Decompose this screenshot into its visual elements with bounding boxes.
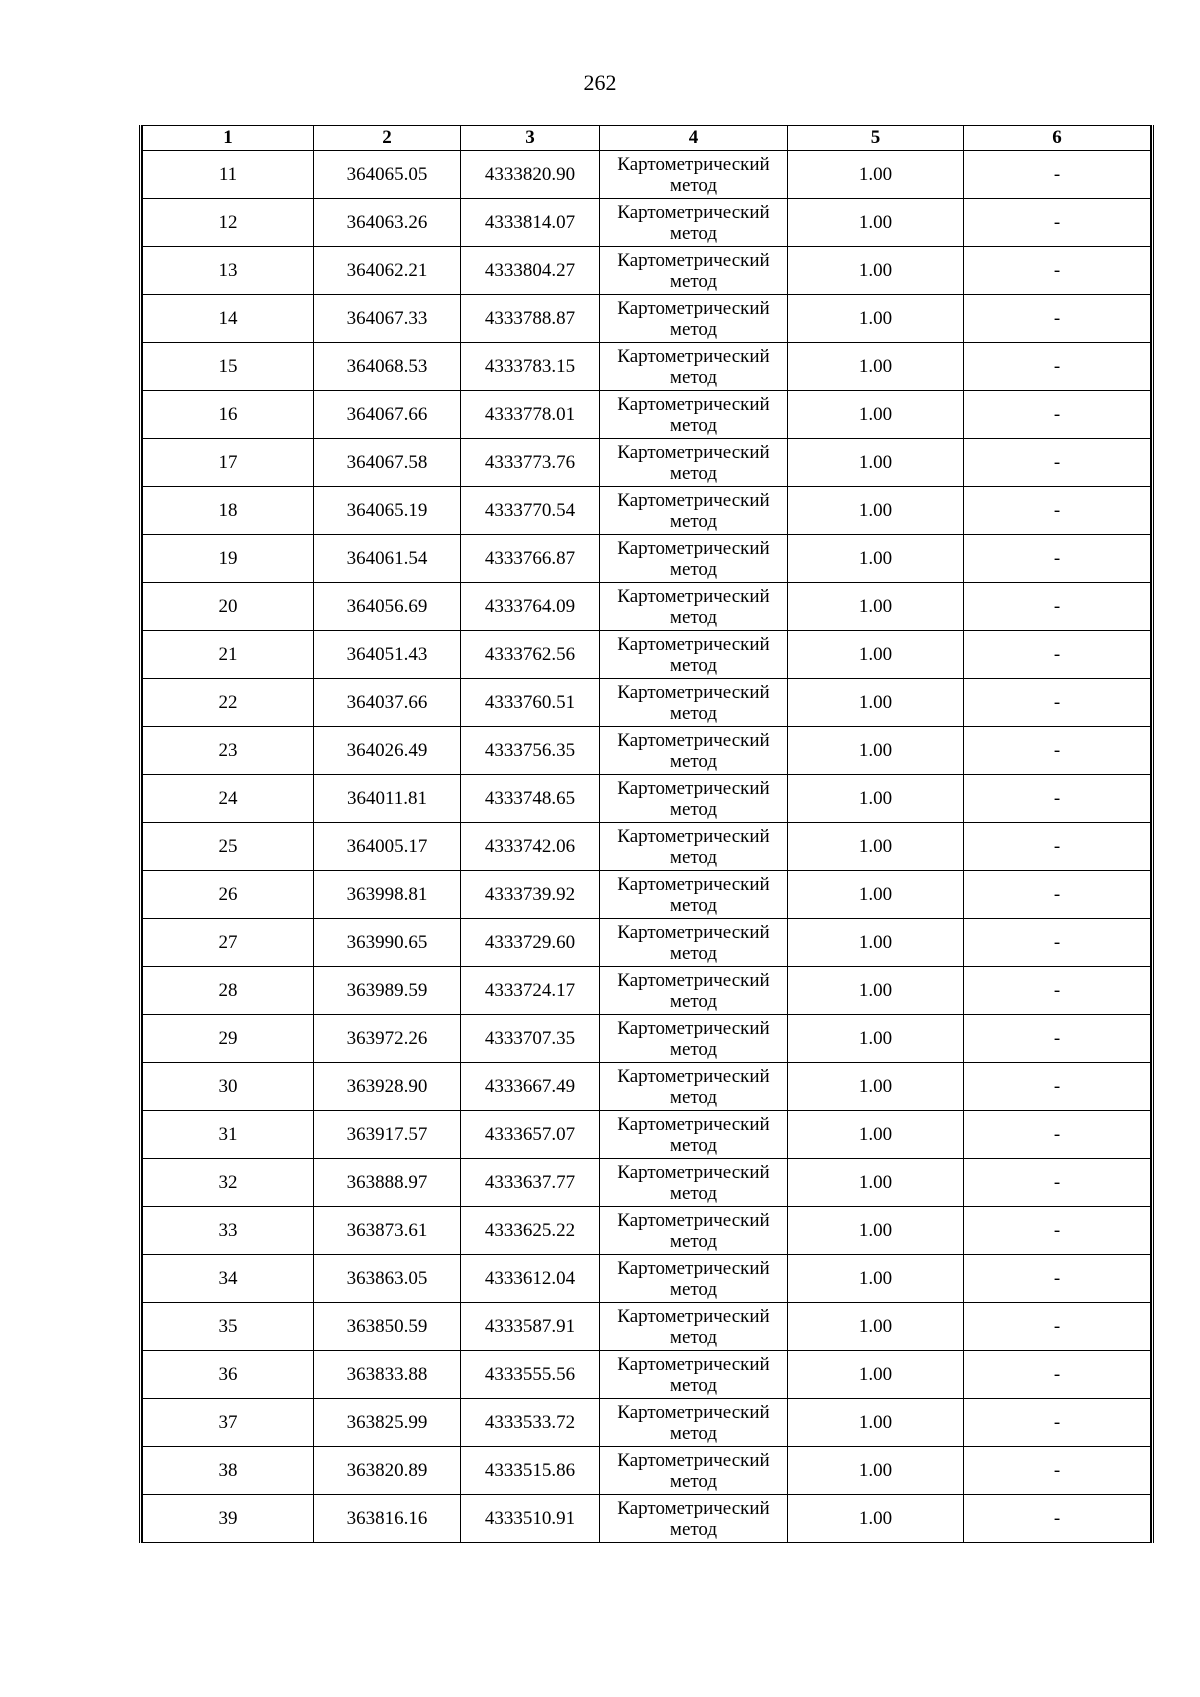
cell-point-number: 31 <box>143 1111 314 1159</box>
cell-point-number: 37 <box>143 1399 314 1447</box>
table-row <box>143 1111 1151 1159</box>
cell-note: - <box>964 1063 1151 1111</box>
table-row <box>143 583 1151 631</box>
cell-point-number: 14 <box>143 295 314 343</box>
cell-accuracy: 1.00 <box>788 967 964 1015</box>
cell-note: - <box>964 343 1151 391</box>
cell-point-number: 39 <box>143 1495 314 1543</box>
cell-note: - <box>964 151 1151 199</box>
cell-x-coordinate: 363873.61 <box>314 1207 461 1255</box>
cell-y-coordinate: 4333724.17 <box>461 967 600 1015</box>
cell-note: - <box>964 631 1151 679</box>
cell-note: - <box>964 295 1151 343</box>
cell-point-number: 20 <box>143 583 314 631</box>
cell-point-number: 22 <box>143 679 314 727</box>
cell-note: - <box>964 871 1151 919</box>
cell-y-coordinate: 4333764.09 <box>461 583 600 631</box>
table-row <box>143 487 1151 535</box>
cell-point-number: 17 <box>143 439 314 487</box>
cell-x-coordinate: 364051.43 <box>314 631 461 679</box>
cell-x-coordinate: 364067.33 <box>314 295 461 343</box>
cell-accuracy: 1.00 <box>788 439 964 487</box>
cell-y-coordinate: 4333788.87 <box>461 295 600 343</box>
cell-method: Картометрический метод <box>600 391 788 439</box>
cell-method: Картометрический метод <box>600 679 788 727</box>
cell-accuracy: 1.00 <box>788 1495 964 1543</box>
cell-x-coordinate: 364037.66 <box>314 679 461 727</box>
cell-y-coordinate: 4333742.06 <box>461 823 600 871</box>
table-row <box>143 775 1151 823</box>
cell-accuracy: 1.00 <box>788 487 964 535</box>
cell-note: - <box>964 823 1151 871</box>
cell-point-number: 35 <box>143 1303 314 1351</box>
cell-x-coordinate: 363990.65 <box>314 919 461 967</box>
table-row <box>143 1063 1151 1111</box>
cell-point-number: 30 <box>143 1063 314 1111</box>
cell-accuracy: 1.00 <box>788 919 964 967</box>
table-row <box>143 1351 1151 1399</box>
table-row <box>143 1207 1151 1255</box>
coordinates-table <box>142 125 1151 1543</box>
cell-note: - <box>964 1111 1151 1159</box>
cell-note: - <box>964 199 1151 247</box>
cell-accuracy: 1.00 <box>788 1399 964 1447</box>
table-row <box>143 343 1151 391</box>
cell-accuracy: 1.00 <box>788 535 964 583</box>
cell-x-coordinate: 363833.88 <box>314 1351 461 1399</box>
cell-point-number: 16 <box>143 391 314 439</box>
table-row <box>143 919 1151 967</box>
cell-note: - <box>964 1303 1151 1351</box>
cell-note: - <box>964 919 1151 967</box>
cell-point-number: 25 <box>143 823 314 871</box>
cell-note: - <box>964 1159 1151 1207</box>
cell-accuracy: 1.00 <box>788 1447 964 1495</box>
cell-accuracy: 1.00 <box>788 151 964 199</box>
cell-point-number: 32 <box>143 1159 314 1207</box>
cell-y-coordinate: 4333667.49 <box>461 1063 600 1111</box>
cell-y-coordinate: 4333533.72 <box>461 1399 600 1447</box>
cell-note: - <box>964 1399 1151 1447</box>
cell-accuracy: 1.00 <box>788 1207 964 1255</box>
cell-note: - <box>964 1495 1151 1543</box>
cell-method: Картометрический метод <box>600 1255 788 1303</box>
cell-point-number: 27 <box>143 919 314 967</box>
cell-y-coordinate: 4333773.76 <box>461 439 600 487</box>
cell-y-coordinate: 4333587.91 <box>461 1303 600 1351</box>
cell-x-coordinate: 364061.54 <box>314 535 461 583</box>
cell-method: Картометрический метод <box>600 151 788 199</box>
cell-accuracy: 1.00 <box>788 1063 964 1111</box>
header-col-5: 5 <box>788 126 964 151</box>
cell-x-coordinate: 363825.99 <box>314 1399 461 1447</box>
cell-method: Картометрический метод <box>600 967 788 1015</box>
cell-point-number: 23 <box>143 727 314 775</box>
cell-y-coordinate: 4333762.56 <box>461 631 600 679</box>
cell-x-coordinate: 363998.81 <box>314 871 461 919</box>
cell-point-number: 15 <box>143 343 314 391</box>
table-row <box>143 391 1151 439</box>
cell-x-coordinate: 364063.26 <box>314 199 461 247</box>
cell-point-number: 34 <box>143 1255 314 1303</box>
cell-accuracy: 1.00 <box>788 727 964 775</box>
cell-method: Картометрический метод <box>600 535 788 583</box>
cell-point-number: 28 <box>143 967 314 1015</box>
cell-method: Картометрический метод <box>600 295 788 343</box>
cell-accuracy: 1.00 <box>788 1351 964 1399</box>
table-row <box>143 1495 1151 1543</box>
cell-note: - <box>964 535 1151 583</box>
cell-note: - <box>964 439 1151 487</box>
cell-method: Картометрический метод <box>600 247 788 295</box>
cell-accuracy: 1.00 <box>788 295 964 343</box>
cell-y-coordinate: 4333625.22 <box>461 1207 600 1255</box>
cell-note: - <box>964 967 1151 1015</box>
cell-x-coordinate: 363888.97 <box>314 1159 461 1207</box>
cell-note: - <box>964 583 1151 631</box>
cell-note: - <box>964 679 1151 727</box>
cell-y-coordinate: 4333729.60 <box>461 919 600 967</box>
cell-accuracy: 1.00 <box>788 823 964 871</box>
cell-method: Картометрический метод <box>600 439 788 487</box>
cell-method: Картометрический метод <box>600 775 788 823</box>
cell-x-coordinate: 364011.81 <box>314 775 461 823</box>
table-row <box>143 1015 1151 1063</box>
table-row <box>143 631 1151 679</box>
header-col-3: 3 <box>461 126 600 151</box>
header-col-4: 4 <box>600 126 788 151</box>
cell-point-number: 19 <box>143 535 314 583</box>
cell-accuracy: 1.00 <box>788 1159 964 1207</box>
cell-method: Картометрический метод <box>600 919 788 967</box>
cell-note: - <box>964 487 1151 535</box>
cell-accuracy: 1.00 <box>788 343 964 391</box>
cell-y-coordinate: 4333515.86 <box>461 1447 600 1495</box>
table-row <box>143 1447 1151 1495</box>
cell-x-coordinate: 363820.89 <box>314 1447 461 1495</box>
cell-accuracy: 1.00 <box>788 631 964 679</box>
cell-method: Картометрический метод <box>600 583 788 631</box>
cell-method: Картометрический метод <box>600 1495 788 1543</box>
cell-y-coordinate: 4333783.15 <box>461 343 600 391</box>
table-row <box>143 679 1151 727</box>
cell-method: Картометрический метод <box>600 1159 788 1207</box>
cell-point-number: 21 <box>143 631 314 679</box>
cell-method: Картометрический метод <box>600 1207 788 1255</box>
cell-point-number: 26 <box>143 871 314 919</box>
cell-y-coordinate: 4333739.92 <box>461 871 600 919</box>
cell-x-coordinate: 363928.90 <box>314 1063 461 1111</box>
cell-method: Картометрический метод <box>600 1111 788 1159</box>
header-col-1: 1 <box>143 126 314 151</box>
cell-method: Картометрический метод <box>600 1447 788 1495</box>
cell-x-coordinate: 364067.66 <box>314 391 461 439</box>
cell-accuracy: 1.00 <box>788 1111 964 1159</box>
coordinates-table-container <box>139 125 1154 1543</box>
cell-method: Картометрический метод <box>600 1303 788 1351</box>
cell-y-coordinate: 4333766.87 <box>461 535 600 583</box>
cell-y-coordinate: 4333814.07 <box>461 199 600 247</box>
cell-x-coordinate: 363850.59 <box>314 1303 461 1351</box>
cell-y-coordinate: 4333778.01 <box>461 391 600 439</box>
cell-accuracy: 1.00 <box>788 391 964 439</box>
table-row <box>143 823 1151 871</box>
table-row <box>143 967 1151 1015</box>
cell-point-number: 13 <box>143 247 314 295</box>
cell-point-number: 18 <box>143 487 314 535</box>
cell-y-coordinate: 4333637.77 <box>461 1159 600 1207</box>
cell-accuracy: 1.00 <box>788 1255 964 1303</box>
cell-y-coordinate: 4333657.07 <box>461 1111 600 1159</box>
cell-note: - <box>964 1255 1151 1303</box>
cell-x-coordinate: 363972.26 <box>314 1015 461 1063</box>
table-row <box>143 439 1151 487</box>
cell-x-coordinate: 364056.69 <box>314 583 461 631</box>
cell-method: Картометрический метод <box>600 871 788 919</box>
table-row <box>143 1255 1151 1303</box>
table-row <box>143 871 1151 919</box>
cell-note: - <box>964 727 1151 775</box>
table-body <box>143 151 1151 1543</box>
table-row <box>143 247 1151 295</box>
header-col-6: 6 <box>964 126 1151 151</box>
table-row <box>143 1303 1151 1351</box>
cell-x-coordinate: 363816.16 <box>314 1495 461 1543</box>
cell-y-coordinate: 4333707.35 <box>461 1015 600 1063</box>
page-number: 262 <box>583 70 617 95</box>
cell-accuracy: 1.00 <box>788 199 964 247</box>
cell-point-number: 29 <box>143 1015 314 1063</box>
cell-note: - <box>964 247 1151 295</box>
cell-x-coordinate: 363863.05 <box>314 1255 461 1303</box>
cell-point-number: 12 <box>143 199 314 247</box>
cell-y-coordinate: 4333820.90 <box>461 151 600 199</box>
cell-method: Картометрический метод <box>600 1351 788 1399</box>
cell-y-coordinate: 4333748.65 <box>461 775 600 823</box>
cell-point-number: 33 <box>143 1207 314 1255</box>
cell-x-coordinate: 364062.21 <box>314 247 461 295</box>
cell-accuracy: 1.00 <box>788 775 964 823</box>
cell-x-coordinate: 364067.58 <box>314 439 461 487</box>
cell-point-number: 11 <box>143 151 314 199</box>
cell-method: Картометрический метод <box>600 727 788 775</box>
cell-y-coordinate: 4333804.27 <box>461 247 600 295</box>
cell-point-number: 38 <box>143 1447 314 1495</box>
cell-method: Картометрический метод <box>600 199 788 247</box>
cell-y-coordinate: 4333510.91 <box>461 1495 600 1543</box>
cell-y-coordinate: 4333756.35 <box>461 727 600 775</box>
cell-note: - <box>964 1015 1151 1063</box>
cell-method: Картометрический метод <box>600 1015 788 1063</box>
header-row <box>143 126 1151 151</box>
table-row <box>143 727 1151 775</box>
cell-note: - <box>964 1447 1151 1495</box>
cell-x-coordinate: 364065.05 <box>314 151 461 199</box>
cell-y-coordinate: 4333555.56 <box>461 1351 600 1399</box>
cell-note: - <box>964 775 1151 823</box>
cell-method: Картометрический метод <box>600 343 788 391</box>
cell-method: Картометрический метод <box>600 1063 788 1111</box>
cell-note: - <box>964 1207 1151 1255</box>
cell-accuracy: 1.00 <box>788 871 964 919</box>
cell-note: - <box>964 391 1151 439</box>
table-row <box>143 1159 1151 1207</box>
table-row <box>143 199 1151 247</box>
cell-y-coordinate: 4333760.51 <box>461 679 600 727</box>
cell-x-coordinate: 364026.49 <box>314 727 461 775</box>
table-row <box>143 1399 1151 1447</box>
table-row <box>143 151 1151 199</box>
cell-y-coordinate: 4333612.04 <box>461 1255 600 1303</box>
cell-x-coordinate: 363917.57 <box>314 1111 461 1159</box>
cell-x-coordinate: 364065.19 <box>314 487 461 535</box>
cell-method: Картометрический метод <box>600 823 788 871</box>
table-row <box>143 295 1151 343</box>
cell-accuracy: 1.00 <box>788 679 964 727</box>
header-col-2: 2 <box>314 126 461 151</box>
cell-accuracy: 1.00 <box>788 1303 964 1351</box>
cell-point-number: 36 <box>143 1351 314 1399</box>
cell-accuracy: 1.00 <box>788 1015 964 1063</box>
cell-method: Картометрический метод <box>600 631 788 679</box>
cell-point-number: 24 <box>143 775 314 823</box>
cell-accuracy: 1.00 <box>788 247 964 295</box>
cell-method: Картометрический метод <box>600 1399 788 1447</box>
cell-method: Картометрический метод <box>600 487 788 535</box>
cell-x-coordinate: 363989.59 <box>314 967 461 1015</box>
cell-x-coordinate: 364068.53 <box>314 343 461 391</box>
cell-accuracy: 1.00 <box>788 583 964 631</box>
cell-x-coordinate: 364005.17 <box>314 823 461 871</box>
table-row <box>143 535 1151 583</box>
cell-note: - <box>964 1351 1151 1399</box>
cell-y-coordinate: 4333770.54 <box>461 487 600 535</box>
